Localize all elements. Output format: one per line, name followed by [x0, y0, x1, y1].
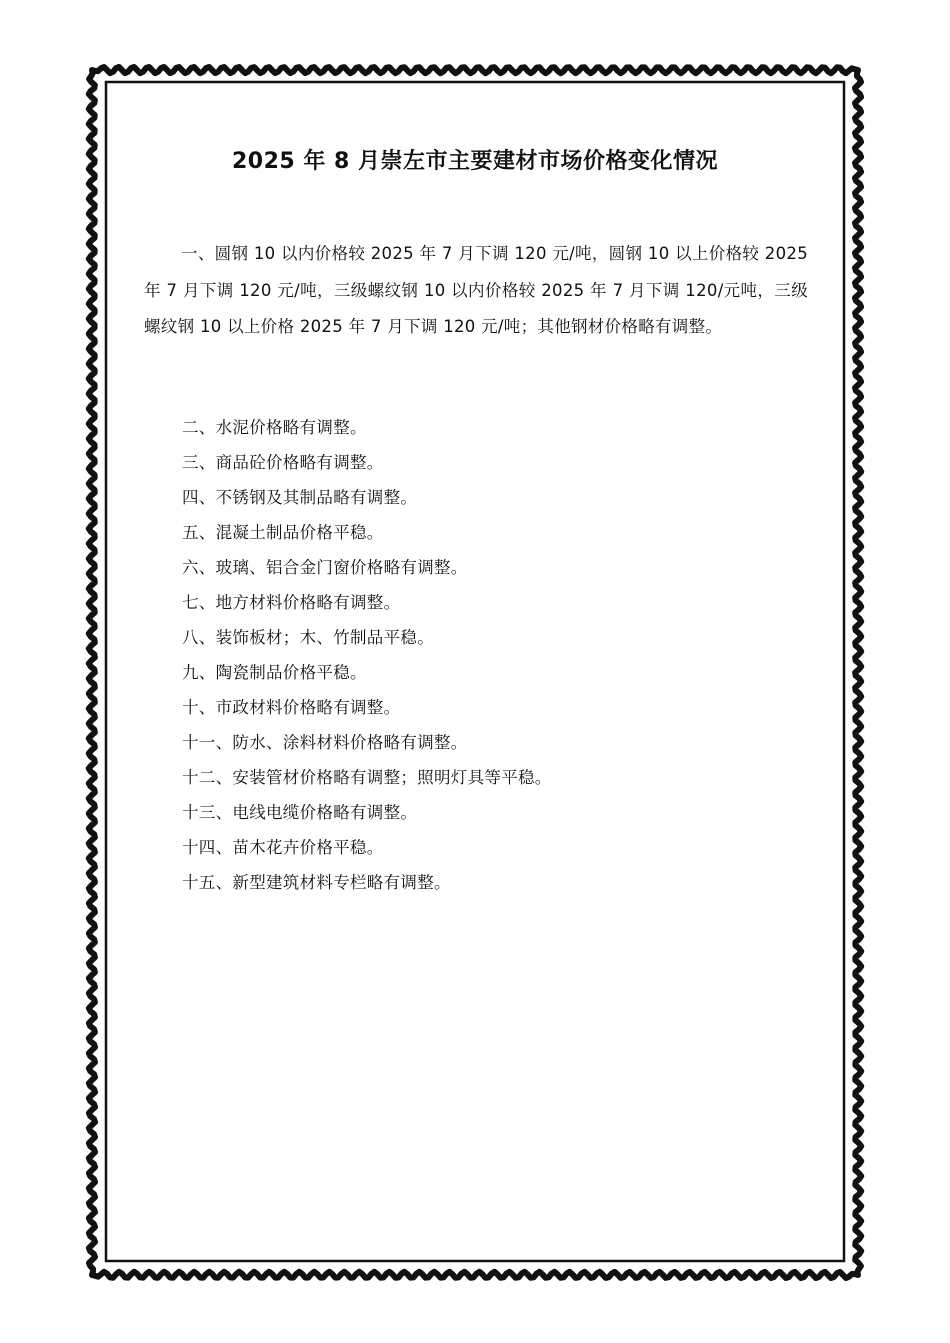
list-item: 十、市政材料价格略有调整。: [182, 698, 401, 717]
list-item: 六、玻璃、铝合金门窗价格略有调整。: [182, 558, 468, 577]
list-item: 五、混凝土制品价格平稳。: [182, 523, 384, 542]
document-title: 2025 年 8 月崇左市主要建材市场价格变化情况: [231, 149, 719, 174]
list-item: 四、不锈钢及其制品略有调整。: [182, 488, 418, 507]
item-list: [182, 410, 552, 900]
list-item: 十一、防水、涂料材料价格略有调整。: [182, 733, 468, 752]
list-item: 八、装饰板材；木、竹制品平稳。: [182, 628, 434, 647]
list-item: 二、水泥价格略有调整。: [182, 418, 367, 437]
list-item: 十五、新型建筑材料专栏略有调整。: [182, 873, 451, 892]
list-item: 七、地方材料价格略有调整。: [182, 593, 401, 612]
intro-paragraph: 一、圆钢 10 以内价格较 2025 年 7 月下调 120 元/吨，圆钢 10 以上价格较 2025 年 7 月下调 120 元/吨，三级螺纹钢 10 以内价格较 2025 年 7 月下调 120/元吨，三级螺纹钢 10 以上价格 2025 年 7 月下调 120 元/吨；其他钢材价格略有调整。: [144, 244, 808, 336]
list-item: 九、陶瓷制品价格平稳。: [182, 663, 367, 682]
list-item: 十四、苗木花卉价格平稳。: [182, 838, 384, 857]
list-item: 三、商品砼价格略有调整。: [182, 453, 384, 472]
list-item: 十三、电线电缆价格略有调整。: [182, 803, 418, 822]
list-item: 十二、安装管材价格略有调整；照明灯具等平稳。: [182, 768, 552, 787]
